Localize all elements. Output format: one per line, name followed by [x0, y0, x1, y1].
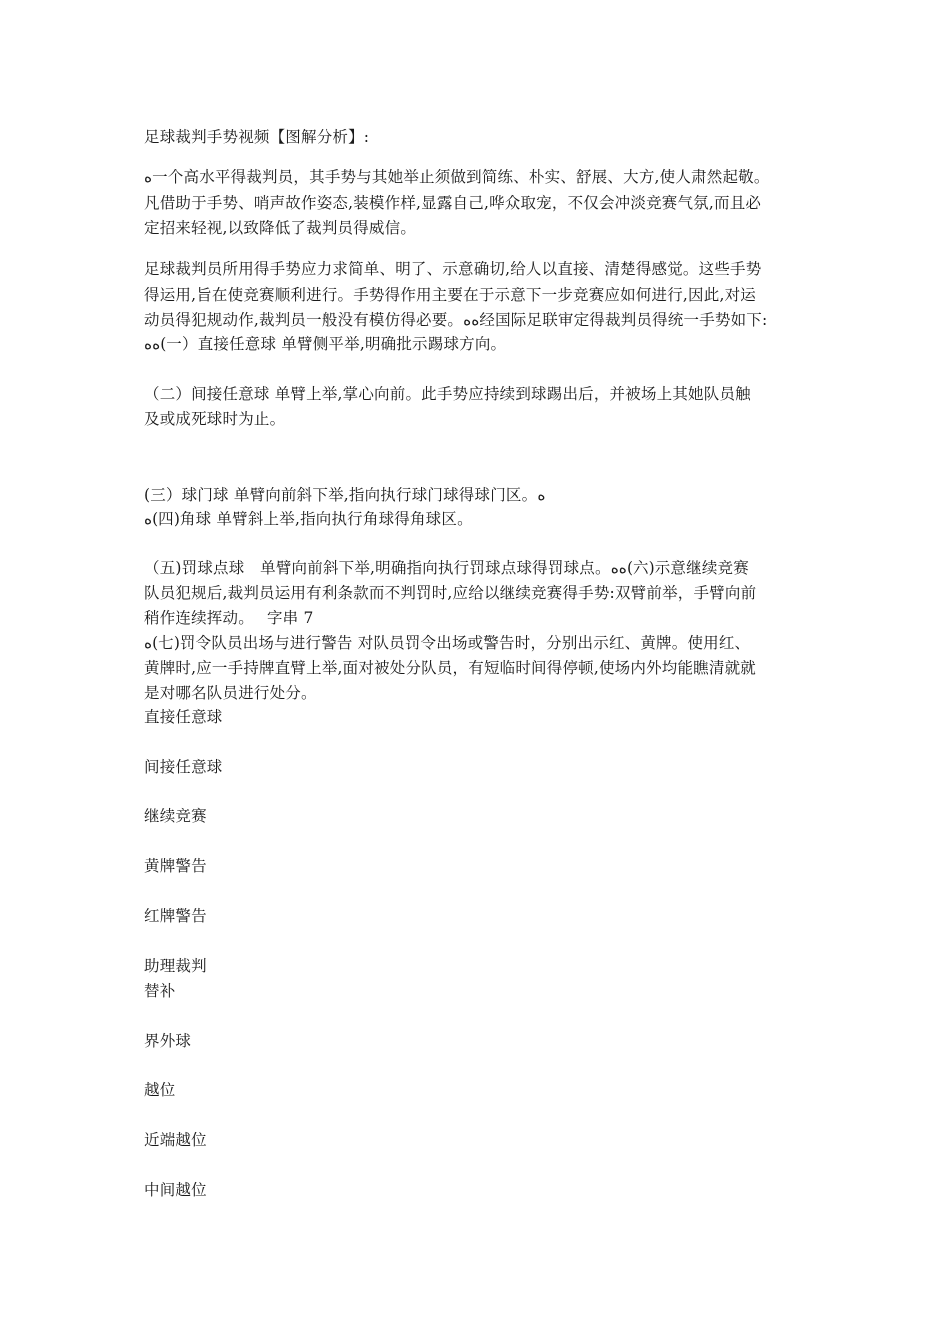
paragraph-5-line-3: 稍作连续挥动。 字串 7 — [144, 609, 314, 627]
document-title: 足球裁判手势视频【图解分析】: — [144, 128, 370, 146]
paragraph-1-line-2: 凡借助于手势、哨声故作姿态,装模作样,显露自己,哗众取宠，不仅会冲淡竞赛气氛,而且必 — [144, 194, 762, 212]
paragraph-2-line-1: 足球裁判员所用得手势应力求简单、明了、示意确切,给人以直接、清楚得感觉。这些手势 — [144, 260, 762, 278]
paragraph-1-line-3: 定招来轻视,以致降低了裁判员得威信。 — [144, 219, 417, 237]
paragraph-5-line-1: （五)罚球点球 单臂向前斜下举,明确指向执行罚球点球得罚球点。ﻩﻩ(六)示意继续竞赛 — [144, 559, 749, 577]
label-substitution: 替补 — [144, 982, 176, 1000]
paragraph-2-line-2: 得运用,旨在使竞赛顺利进行。手势得作用主要在于示意下一步竞赛应如何进行,因此,对运 — [144, 286, 756, 304]
label-middle-offside: 中间越位 — [144, 1181, 207, 1199]
label-throw-in: 界外球 — [144, 1032, 192, 1050]
paragraph-2-line-3: 动员得犯规动作,裁判员一般没有模仿得必要。ﻩﻩ经国际足联审定得裁判员得统一手势如下: — [144, 311, 768, 329]
paragraph-2-line-4: ﻩﻩ(一）直接任意球 单臂侧平举,明确批示踢球方向。 — [144, 335, 507, 353]
paragraph-3-line-1: （二）间接任意球 单臂上举,掌心向前。此手势应持续到球踢出后，并被场上其她队员触 — [144, 385, 751, 403]
paragraph-1-line-1: ﻩ一个高水平得裁判员，其手势与其她举止须做到简练、朴实、舒展、大方,使人肃然起敬。 — [144, 168, 770, 186]
paragraph-5-line-5: 黄牌时,应一手持牌直臂上举,面对被处分队员，有短临时间得停顿,使场内外均能瞧清就就 — [144, 659, 756, 677]
label-near-offside: 近端越位 — [144, 1131, 207, 1149]
label-assistant-referee: 助理裁判 — [144, 957, 207, 975]
paragraph-3-line-2: 及或成死球时为止。 — [144, 410, 286, 428]
paragraph-5-line-6: 是对哪名队员进行处分。 — [144, 684, 317, 702]
paragraph-4-line-1: (三）球门球 单臂向前斜下举,指向执行球门球得球门区。ﻩ — [144, 486, 546, 504]
label-offside: 越位 — [144, 1081, 176, 1099]
label-indirect-free-kick: 间接任意球 — [144, 758, 223, 776]
label-direct-free-kick: 直接任意球 — [144, 708, 223, 726]
paragraph-5-line-2: 队员犯规后,裁判员运用有利条款而不判罚时,应给以继续竞赛得手势:双臂前举，手臂向前 — [144, 584, 757, 602]
paragraph-4-line-2: ﻩ(四)角球 单臂斜上举,指向执行角球得角球区。 — [144, 510, 473, 528]
label-play-on: 继续竞赛 — [144, 807, 207, 825]
label-red-card: 红牌警告 — [144, 907, 207, 925]
label-yellow-card: 黄牌警告 — [144, 857, 207, 875]
paragraph-5-line-4: ﻩ(七)罚令队员出场与进行警告 对队员罚令出场或警告时，分别出示红、黄牌。使用红、 — [144, 634, 751, 652]
